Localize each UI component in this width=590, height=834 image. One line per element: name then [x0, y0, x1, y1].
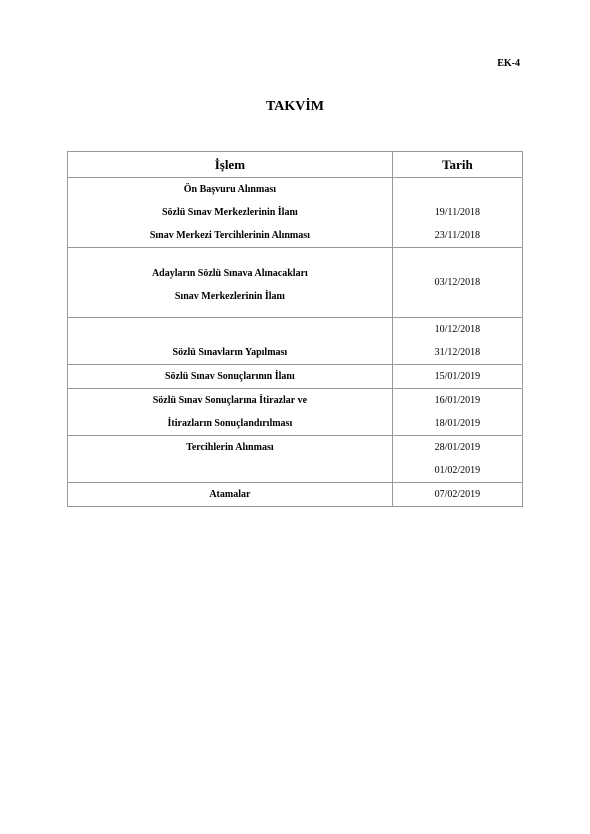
operation-cell	[68, 178, 393, 248]
operation-line: Tercihlerin Alınması	[186, 442, 274, 453]
header-operation: İşlem	[68, 152, 393, 178]
date-value: 28/01/2019	[434, 442, 481, 453]
date-cell	[392, 365, 522, 389]
table-row	[68, 365, 523, 389]
date-value: 18/01/2019	[434, 418, 481, 429]
date-value: 15/01/2019	[434, 371, 481, 382]
operation-cell	[68, 318, 393, 365]
table-header-row	[68, 152, 523, 178]
date-value: 01/02/2019	[434, 465, 481, 476]
table-row	[68, 389, 523, 436]
date-value: 07/02/2019	[434, 489, 481, 500]
operation-cell	[68, 248, 393, 318]
calendar-table	[67, 151, 523, 507]
operation-line: İtirazların Sonuçlandırılması	[167, 418, 293, 429]
operation-cell	[68, 483, 393, 507]
table-row	[68, 483, 523, 507]
date-cell	[392, 483, 522, 507]
page-title: TAKVİM	[265, 99, 325, 114]
table-row	[68, 436, 523, 483]
operation-cell	[68, 389, 393, 436]
operation-line: Sözlü Sınav Merkezlerinin İlanı	[161, 207, 298, 218]
operation-line: Sözlü Sınav Sonuçlarının İlanı	[164, 371, 295, 382]
date-value: 31/12/2018	[434, 347, 481, 358]
date-cell	[392, 178, 522, 248]
annex-label: EK-4	[497, 58, 520, 69]
operation-cell	[68, 436, 393, 483]
date-value: 23/11/2018	[434, 230, 480, 241]
operation-line: Sözlü Sınavların Yapılması	[172, 347, 288, 358]
operation-line: Sınav Merkezi Tercihlerinin Alınması	[149, 230, 310, 241]
date-value: 03/12/2018	[434, 277, 481, 288]
operation-line: Sınav Merkezlerinin İlanı	[174, 291, 285, 302]
table-row	[68, 248, 523, 318]
operation-line: Ön Başvuru Alınması	[183, 184, 276, 195]
header-date: Tarih	[392, 152, 522, 178]
table-row	[68, 318, 523, 365]
date-value: 10/12/2018	[434, 324, 481, 335]
operation-cell	[68, 365, 393, 389]
date-cell	[392, 436, 522, 483]
operation-line: Adayların Sözlü Sınava Alınacakları	[151, 268, 308, 279]
operation-line: Atamalar	[209, 489, 251, 500]
date-cell	[392, 248, 522, 318]
date-value: 16/01/2019	[434, 395, 481, 406]
date-value: 19/11/2018	[434, 207, 480, 218]
date-cell	[392, 318, 522, 365]
operation-line: Sözlü Sınav Sonuçlarına İtirazlar ve	[152, 395, 308, 406]
date-cell	[392, 389, 522, 436]
table-row	[68, 178, 523, 248]
